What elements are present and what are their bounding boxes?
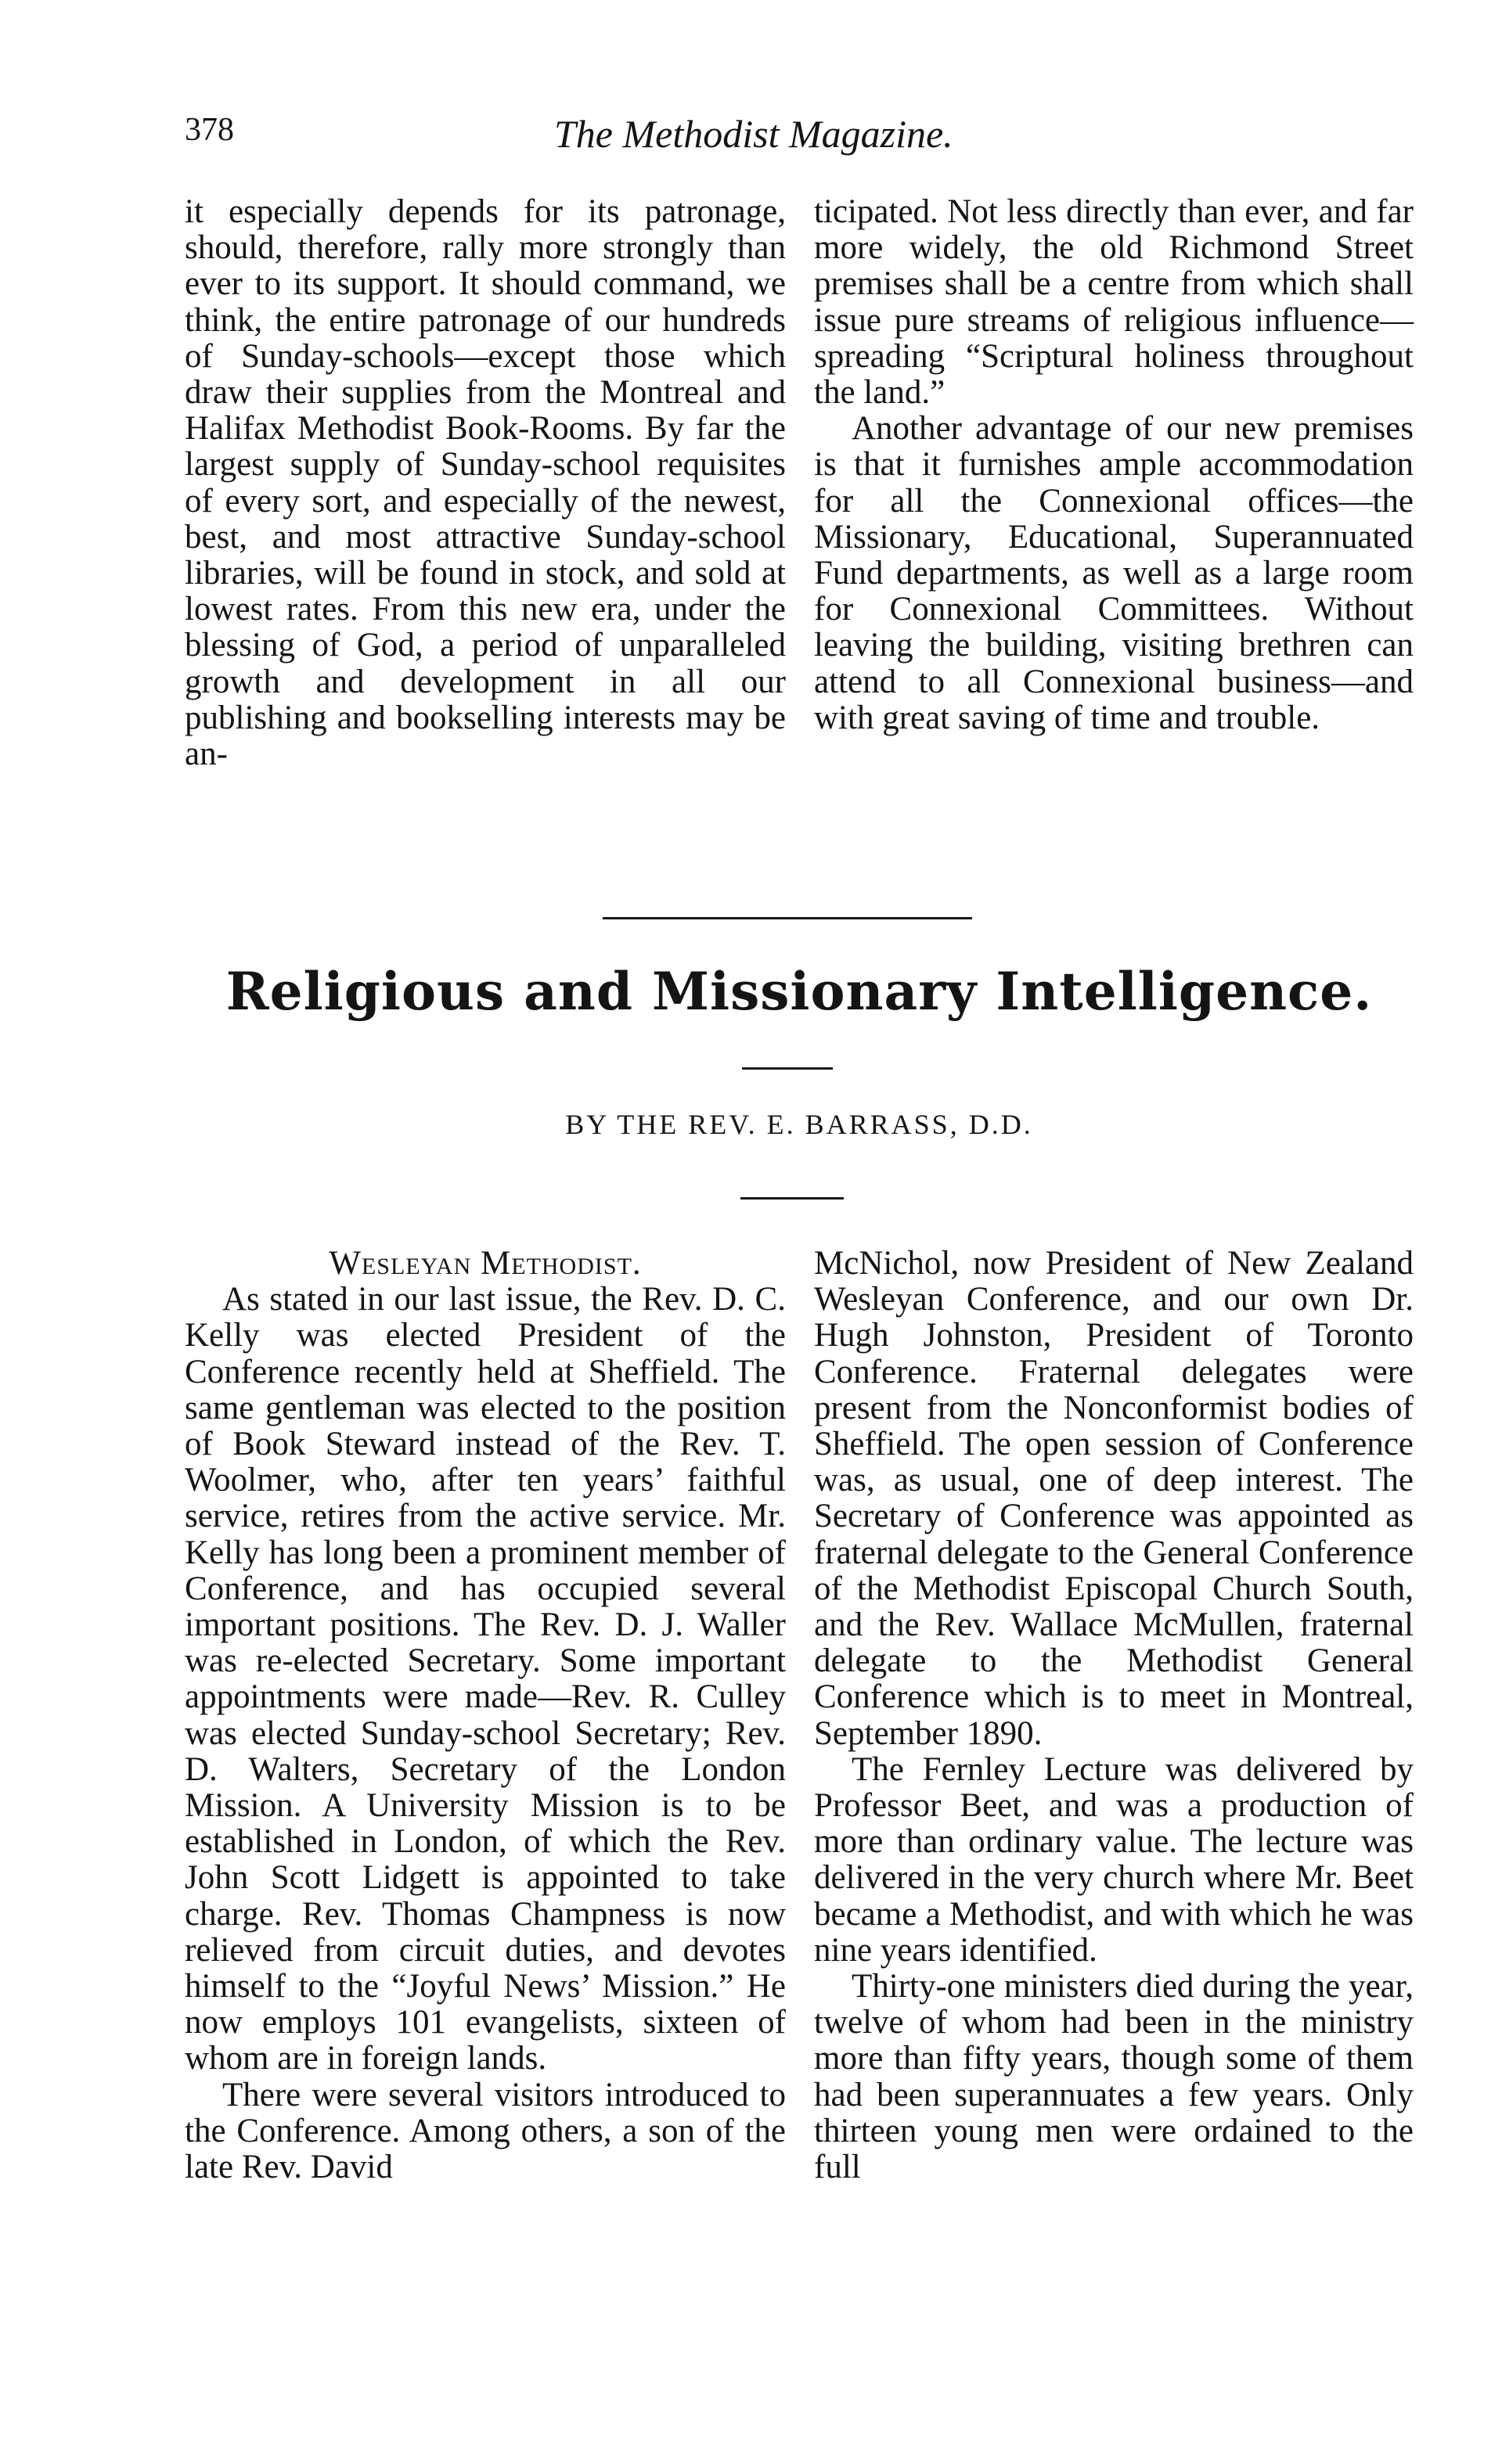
page-header — [185, 111, 1406, 158]
title-underline — [742, 1067, 833, 1070]
paragraph: Another advantage of our new premises is that it furnishes ample accommodation for all the Connexional offices—the Missionary, Educational, Superannuated Fund departments, as well as a large room for Connexional Committees. Without leaving the building, visiting brethren can attend to all Connexional business—and with great saving of time and trouble. — [814, 410, 1414, 736]
top-right-column — [814, 194, 1414, 736]
bottom-right-column — [814, 1246, 1414, 2185]
paragraph: As stated in our last issue, the Rev. D. C. Kelly was elected President of the Conference recently held at Sheffield. The same gentleman was elected to the position of Book Steward instead of the Rev. T. Woolmer, who, after ten years’ faithful service, retires from the active service. Mr. Kelly has long been a prominent member of Conference, and has occupied several important positions. The Rev. D. J. Waller was re-elected Secretary. Some important appointments were made—Rev. R. Culley was elected Sunday-school Secretary; Rev. D. Walters, Secretary of the London Mission. A University Mission is to be established in London, of which the Rev. John Scott Lidgett is appointed to take charge. Rev. Thomas Champness is now relieved from circuit duties, and devotes himself to the “Joyful News’ Mission.” He now employs 101 evangelists, sixteen of whom are in foreign lands. — [185, 1281, 786, 2077]
section-divider — [603, 917, 972, 919]
byline-underline — [740, 1197, 844, 1200]
subheading: Wesleyan Methodist. — [329, 1245, 642, 1282]
paragraph: Thirty-one ministers died during the year, twelve of whom had been in the ministry more than fifty years, though some of them had been superannuates a few years. Only thirteen young men were ordained to the full — [814, 1968, 1414, 2186]
top-left-column — [185, 194, 786, 772]
running-title: The Methodist Magazine. — [554, 112, 953, 156]
paragraph: The Fernley Lecture was delivered by Professor Beet, and was a production of more than ordinary value. The lecture was delivered in the very church where Mr. Beet became a Methodist, and with which he was nine years identified. — [814, 1750, 1414, 1969]
paragraph: McNichol, now President of New Zealand Wesleyan Conference, and our own Dr. Hugh Johnston, President of Toronto Conference. Fraternal delegates were present from the Nonconformist bodies of Sheffield. The open session of Conference was, as usual, one of deep interest. The Secretary of Conference was appointed as fraternal delegate to the General Conference of the Methodist Episcopal Church South, and the Rev. Wallace McMullen, fraternal delegate to the Methodist General Conference which is to meet in Montreal, September 1890. — [814, 1245, 1414, 1752]
paragraph: ticipated. Not less directly than ever, and far more widely, the old Richmond Street premises shall be a centre from which shall issue pure streams of religious influence—spreading “Scriptural holiness throughout the land.” — [814, 193, 1414, 412]
paragraph: There were several visitors introduced to the Conference. Among others, a son of the late Rev. David — [185, 2076, 786, 2186]
paragraph: it especially depends for its patronage, should, therefore, rally more strongly than ever to its support. It should command, we think, the entire patronage of our hundreds of Sunday-schools—except those which draw their supplies from the Montreal and Halifax Methodist Book-Rooms. By far the largest supply of Sunday-school requisites of every sort, and especially of the newest, best, and most attractive Sunday-school libraries, will be found in stock, and sold at lowest rates. From this new era, under the blessing of God, a period of unparalleled growth and development in all our publishing and bookselling interests may be an- — [185, 193, 786, 773]
byline: BY THE REV. E. BARRASS, D.D. — [565, 1109, 1033, 1140]
bottom-left-column — [185, 1246, 786, 2185]
section-title: Religious and Missionary Intelligence. — [225, 961, 1373, 1022]
page-number: 378 — [185, 112, 234, 148]
